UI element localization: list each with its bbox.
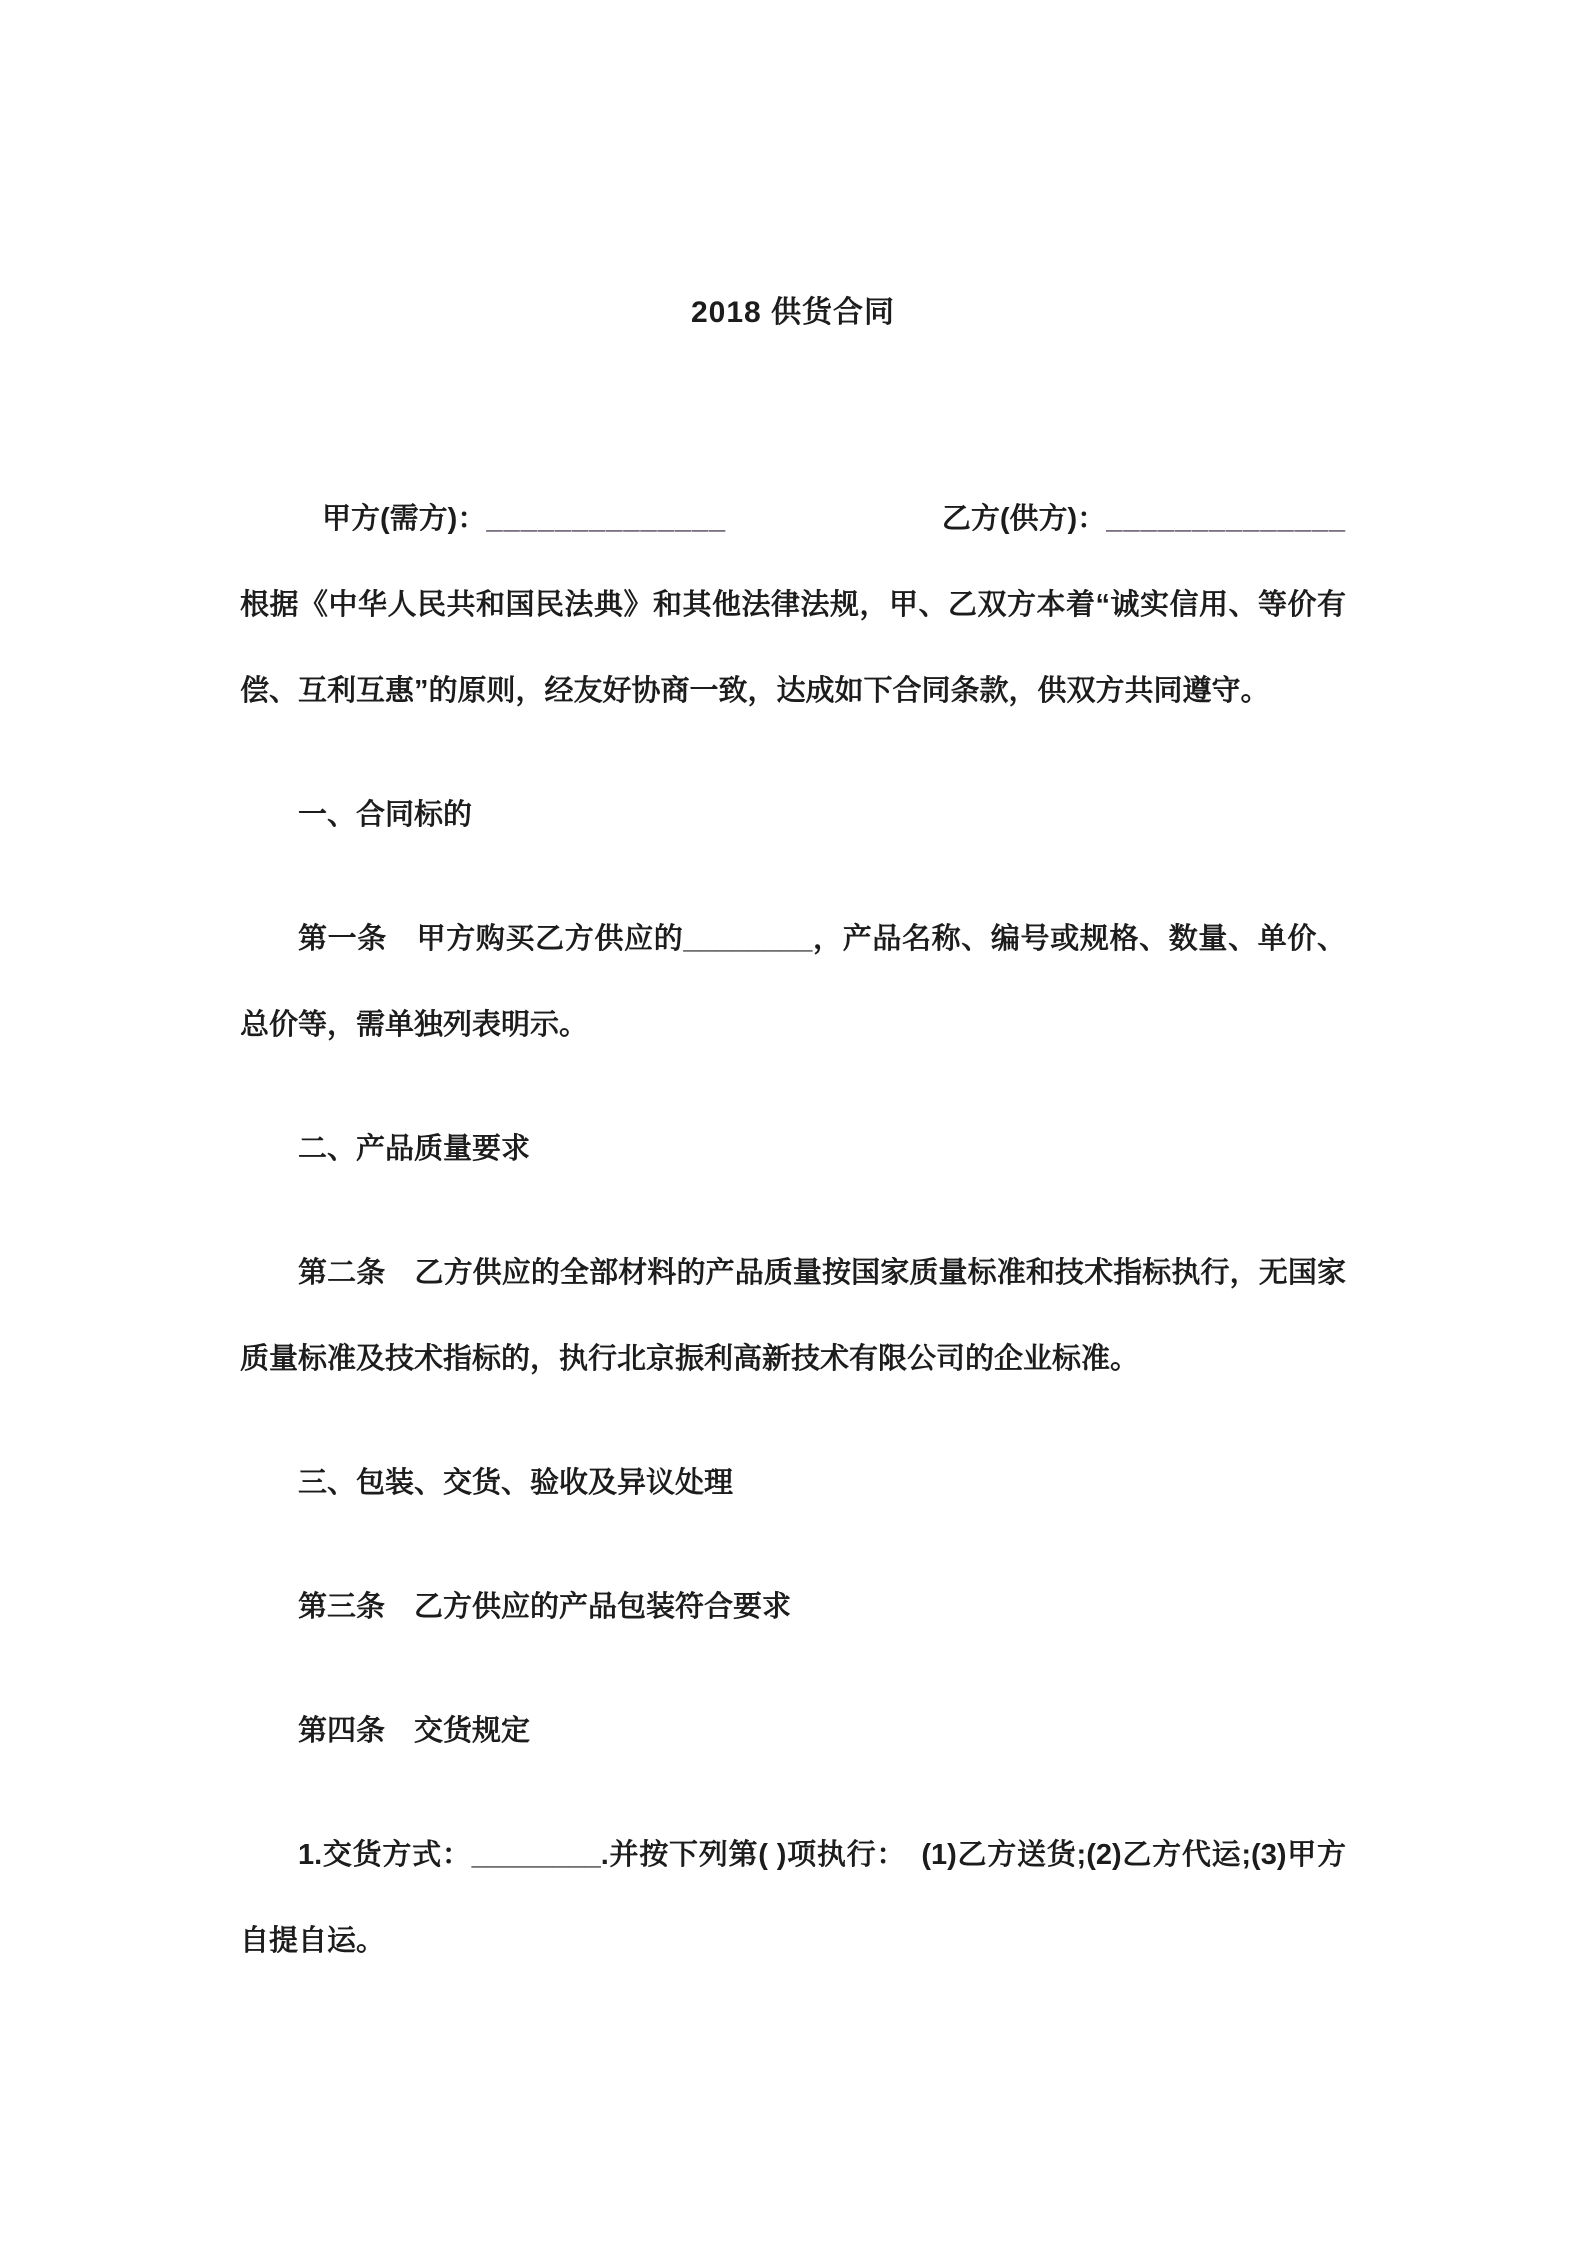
party-a-blank-field: ______________ <box>486 503 727 535</box>
party-b-label: 乙方(供方)： <box>941 503 1107 535</box>
contract-title: 2018 供货合同 <box>690 296 896 329</box>
party-b <box>942 476 1346 562</box>
party-b-blank-field: ______________ <box>1106 503 1346 535</box>
party-a <box>322 476 726 562</box>
clause-paragraph-4: 第四条 交货规定 <box>298 1715 531 1747</box>
section-heading-3: 三、包装、交货、验收及异议处理 <box>298 1467 734 1499</box>
clause-paragraph-2: 第二条 乙方供应的全部材料的产品质量按国家质量标准和技术指标执行，无国家质量标准及技术指标的，执行北京振利高新技术有限公司的企业标准。 <box>240 1257 1346 1375</box>
parties-line <box>240 476 1346 562</box>
clause-paragraph-3: 第三条 乙方供应的产品包装符合要求 <box>298 1591 792 1623</box>
clause-paragraph-5: 1.交货方式：________.并按下列第( )项执行： (1)乙方送货;(2)乙方代运;(3)甲方自提自运。 <box>240 1839 1346 1957</box>
preamble-paragraph: 根据《中华人民共和国民法典》和其他法律法规，甲、乙双方本着“诚实信用、等价有偿、互利互惠”的原则，经友好协商一致，达成如下合同条款，供双方共同遵守。 <box>240 589 1346 707</box>
clause-paragraph-1: 第一条 甲方购买乙方供应的________，产品名称、编号或规格、数量、单价、总价等，需单独列表明示。 <box>240 923 1346 1041</box>
section-heading-1: 一、合同标的 <box>298 799 473 831</box>
section-heading-2: 二、产品质量要求 <box>298 1133 531 1165</box>
party-a-label: 甲方(需方)： <box>322 503 487 535</box>
